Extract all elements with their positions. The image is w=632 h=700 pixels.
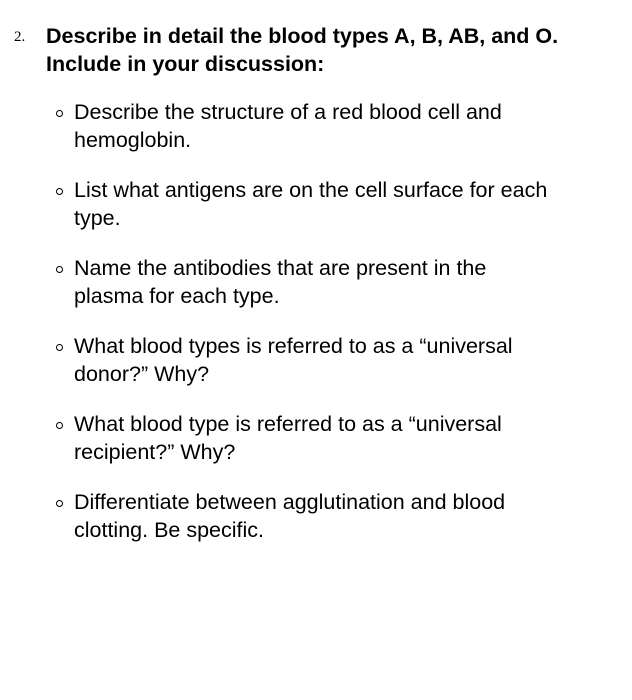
list-item <box>56 332 626 388</box>
list-item-line1: Name the antibodies that are present in the <box>74 256 487 280</box>
question-number: 2. <box>14 29 26 45</box>
discussion-list <box>56 98 626 566</box>
list-item-line1: What blood type is referred to as a “universal <box>74 412 502 436</box>
question-heading <box>14 22 624 78</box>
list-item-line2: hemoglobin. <box>74 128 192 152</box>
list-item <box>56 254 626 310</box>
list-item-line2: donor?” Why? <box>74 362 210 386</box>
list-item-line2: plasma for each type. <box>74 284 280 308</box>
list-item-line1: List what antigens are on the cell surface for each <box>74 178 548 202</box>
list-item-line1: What blood types is referred to as a “universal <box>74 334 513 358</box>
hollow-bullet-icon <box>56 110 63 117</box>
hollow-bullet-icon <box>56 422 63 429</box>
list-item <box>56 98 626 154</box>
hollow-bullet-icon <box>56 188 63 195</box>
hollow-bullet-icon <box>56 344 63 351</box>
hollow-bullet-icon <box>56 266 63 273</box>
list-item-line2: clotting. Be specific. <box>74 518 265 542</box>
list-item-line1: Describe the structure of a red blood cell and <box>74 100 502 124</box>
question-subtitle <box>46 50 624 78</box>
question-block <box>14 22 624 78</box>
list-item-line2: recipient?” Why? <box>74 440 236 464</box>
question-subtitle-text: Include in your discussion: <box>46 52 325 76</box>
list-item <box>56 488 626 544</box>
list-item-line2: type. <box>74 206 121 230</box>
question-title: Describe in detail the blood types A, B, AB, and O. <box>46 24 559 48</box>
list-item <box>56 176 626 232</box>
list-item-line1: Differentiate between agglutination and blood <box>74 490 506 514</box>
hollow-bullet-icon <box>56 500 63 507</box>
list-item <box>56 410 626 466</box>
